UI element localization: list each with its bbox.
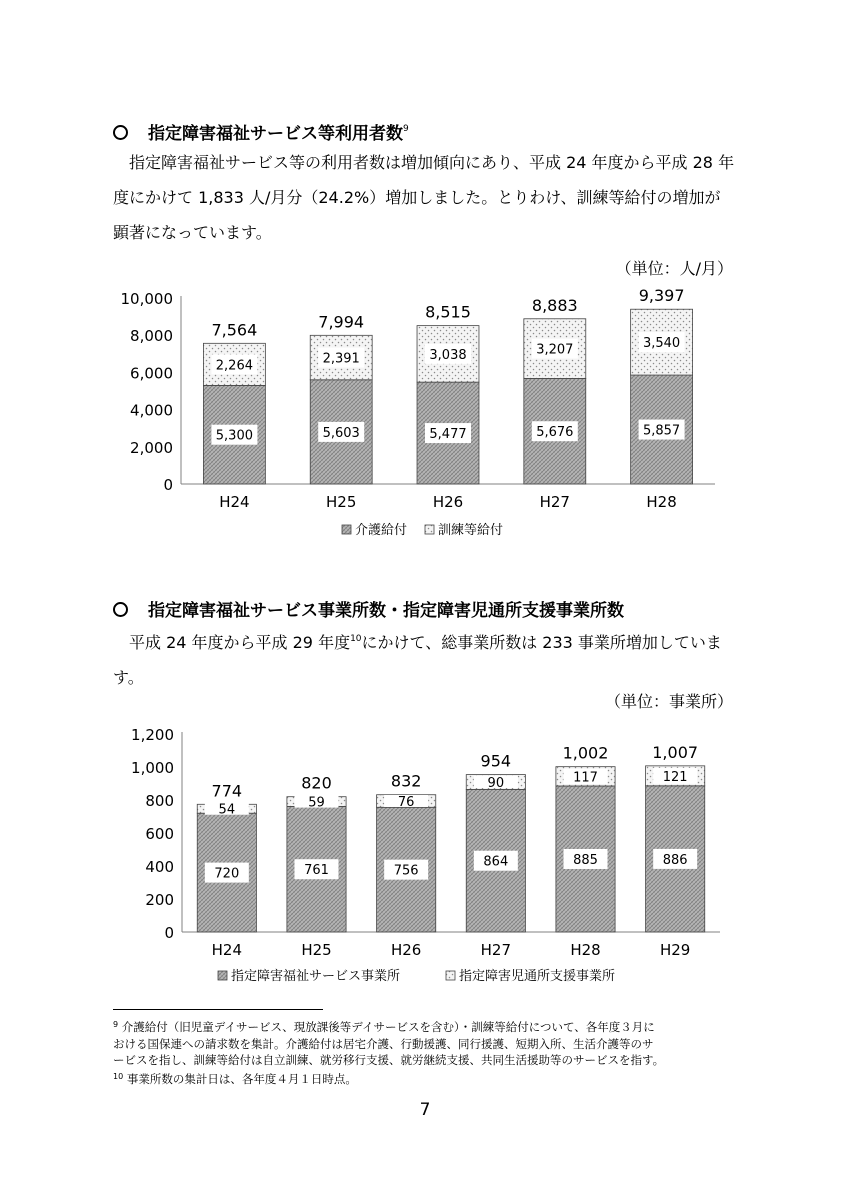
y-tick-label: 1,000 [131, 759, 174, 777]
x-tick-label: H29 [659, 941, 691, 959]
section2-para-line2: す。 [113, 668, 144, 687]
x-tick-label: H26 [390, 941, 422, 959]
data-label: 5,676 [536, 425, 574, 441]
circle-bullet-icon [113, 602, 128, 617]
section2-para-line1b: にかけて、総事業所数は 233 事業所増加していま [361, 633, 722, 652]
section2-heading-text: 指定障害福祉サービス事業所数・指定障害児通所支援事業所数 [148, 601, 624, 621]
section2-heading [113, 596, 624, 621]
section1-heading-text: 指定障害福祉サービス等利用者数 [148, 124, 403, 144]
footnote-rule [113, 1009, 323, 1010]
y-tick-label: 0 [163, 476, 173, 494]
x-tick-label: H27 [539, 493, 570, 511]
data-label: 3,540 [642, 336, 681, 352]
total-label: 8,515 [425, 302, 471, 322]
data-label: 2,391 [322, 351, 360, 367]
footnote-9-mark: 9 [113, 1020, 119, 1029]
section1-paragraph [113, 145, 734, 250]
total-label: 832 [390, 771, 422, 791]
x-tick-label: H24 [219, 493, 250, 511]
footnote-10-line1: 事業所数の集計日は、各年度４月１日時点。 [126, 1071, 357, 1086]
x-tick-label: H28 [570, 941, 601, 959]
x-tick-label: H27 [480, 941, 512, 959]
data-label: 117 [573, 770, 598, 786]
y-tick-label: 200 [145, 891, 174, 909]
data-label: 5,857 [642, 423, 681, 439]
x-tick-label: H26 [432, 493, 464, 511]
y-tick-label: 800 [145, 792, 174, 810]
data-label: 90 [487, 776, 505, 792]
total-label: 1,002 [562, 743, 609, 763]
legend-swatch-primary [218, 971, 227, 980]
y-tick-label: 400 [145, 858, 174, 876]
y-tick-label: 600 [145, 825, 174, 843]
footnote-ref-10: 10 [350, 634, 362, 644]
data-label: 864 [483, 854, 509, 870]
footnote-9-line2: おける国保連への請求数を集計。介護給付は居宅介護、行動援護、同行援護、短期入所、生活介護等のサ [113, 1036, 654, 1051]
x-tick-label: H24 [211, 941, 243, 959]
x-tick-label: H25 [301, 941, 332, 959]
section1-heading [113, 119, 409, 144]
y-tick-label: 2,000 [130, 438, 173, 457]
chart1-stacked-bar-chart [100, 278, 740, 546]
data-label: 5,477 [429, 427, 467, 443]
total-label: 774 [211, 781, 243, 801]
legend-swatch-primary [342, 525, 351, 534]
data-label: 3,207 [536, 342, 574, 358]
total-label: 8,883 [531, 295, 578, 315]
section2-paragraph [113, 622, 722, 695]
total-label: 820 [301, 773, 332, 793]
x-tick-label: H28 [646, 493, 677, 511]
section2-para-line1a: 平成 24 年度から平成 29 年度 [129, 633, 351, 652]
y-tick-label: 4,000 [130, 401, 173, 420]
footnote-ref-9: 9 [403, 124, 409, 134]
y-tick-label: 6,000 [130, 364, 173, 383]
legend-swatch-secondary [425, 525, 434, 534]
data-label: 3,038 [429, 347, 467, 363]
data-label: 5,603 [322, 425, 360, 441]
data-label: 54 [218, 802, 236, 818]
chart1-unit-label: （単位：人/月） [615, 259, 733, 278]
data-label: 756 [393, 863, 419, 879]
total-label: 954 [480, 751, 512, 771]
y-tick-label: 8,000 [130, 327, 173, 346]
total-label: 9,397 [638, 286, 685, 306]
data-label: 2,264 [215, 358, 254, 374]
page-number: 7 [419, 1100, 431, 1120]
legend-swatch-secondary [446, 971, 455, 980]
chart2-unit-label: （単位：事業所） [604, 692, 733, 711]
footnote-9-line1: 介護給付（旧児童デイサービス、現放課後等デイサービスを含む）・訓練等給付について、各年度３月に [121, 1020, 655, 1034]
data-label: 5,300 [215, 428, 254, 444]
data-label: 885 [573, 852, 598, 868]
section1-para-line3: 顕著になっています。 [113, 223, 272, 242]
footnote-10-mark: 10 [113, 1071, 124, 1081]
footnotes [113, 1017, 664, 1087]
y-tick-label: 1,200 [131, 726, 174, 744]
data-label: 886 [662, 852, 688, 868]
chart2-stacked-bar-chart [100, 718, 740, 992]
legend-label: 指定障害児通所支援事業所 [459, 969, 616, 984]
circle-bullet-icon [113, 125, 128, 140]
footnote-9-line3: ービスを指し、訓練等給付は自立訓練、就労移行支援、就労継続支援、共同生活援助等のサービスを指す。 [113, 1053, 665, 1067]
data-label: 76 [397, 794, 415, 810]
y-tick-label: 0 [164, 924, 174, 942]
total-label: 7,994 [318, 312, 365, 332]
total-label: 1,007 [652, 742, 699, 762]
legend-label: 訓練等給付 [438, 523, 504, 538]
total-label: 7,564 [211, 320, 258, 340]
section1-para-line2: 度にかけて 1,833 人/月分（24.2%）増加しました。とりわけ、訓練等給付の増加が [113, 188, 721, 207]
y-tick-label: 10,000 [120, 290, 173, 308]
x-tick-label: H25 [326, 493, 357, 511]
legend-label: 指定障害福祉サービス事業所 [231, 969, 401, 984]
data-label: 720 [214, 866, 240, 882]
section1-para-line1: 指定障害福祉サービス等の利用者数は増加傾向にあり、平成 24 年度から平成 28 年 [129, 153, 735, 172]
data-label: 59 [308, 795, 325, 811]
legend-label: 介護給付 [355, 523, 408, 538]
data-label: 121 [662, 769, 688, 785]
data-label: 761 [304, 863, 329, 879]
